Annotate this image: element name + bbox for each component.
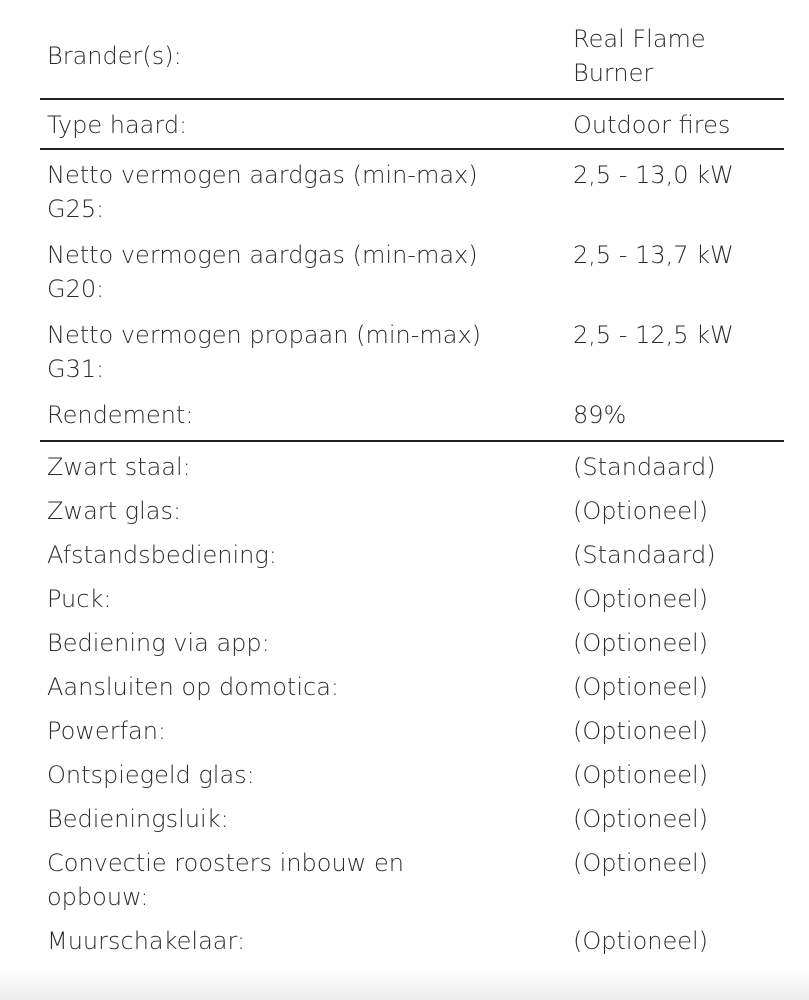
spec-label: Muurschakelaar:	[47, 927, 246, 955]
spec-label-line: Netto vermogen aardgas (min-max)	[47, 161, 478, 189]
spec-row-accessory	[40, 714, 784, 758]
spec-row-accessory	[40, 538, 784, 582]
bottom-fade	[0, 970, 809, 1000]
spec-row-accessory	[40, 494, 784, 538]
spec-label	[40, 318, 573, 398]
spec-row-convectie	[40, 846, 784, 924]
spec-value: (Optioneel)	[573, 717, 709, 745]
spec-value-line: Burner	[573, 59, 654, 87]
spec-row-accessory	[40, 802, 784, 846]
spec-row-accessory	[40, 626, 784, 670]
spec-label: Bedieningsluik:	[47, 805, 229, 833]
spec-label-line: Convectie roosters inbouw en	[47, 849, 404, 877]
spec-row-accessory	[40, 670, 784, 714]
spec-value: (Optioneel)	[573, 849, 709, 877]
spec-label: Brander(s):	[40, 22, 573, 99]
spec-label-line: opbouw:	[47, 883, 149, 911]
spec-value: Outdoor fires	[573, 99, 784, 149]
spec-label: Puck:	[47, 585, 112, 613]
spec-label: Rendement:	[40, 398, 573, 441]
spec-label-line: Netto vermogen propaan (min-max)	[47, 321, 482, 349]
spec-value: (Optioneel)	[573, 927, 709, 955]
spec-value-line: Real Flame	[573, 25, 706, 53]
spec-label: Powerfan:	[47, 717, 167, 745]
spec-value: 2,5 - 13,0 kW	[573, 161, 734, 189]
spec-row-accessory	[40, 441, 784, 494]
spec-label: Afstandsbediening:	[47, 541, 277, 569]
spec-label	[40, 149, 573, 238]
spec-row-accessory	[40, 758, 784, 802]
spec-value: (Optioneel)	[573, 585, 709, 613]
specs-table	[40, 22, 784, 968]
spec-row-accessory	[40, 582, 784, 626]
spec-label: Bediening via app:	[47, 629, 270, 657]
spec-label: Aansluiten op domotica:	[47, 673, 339, 701]
spec-label	[40, 238, 573, 318]
spec-row-g25	[40, 149, 784, 238]
spec-row-rendement	[40, 398, 784, 441]
spec-row-type-haard	[40, 99, 784, 149]
spec-value: (Optioneel)	[573, 673, 709, 701]
spec-value: (Optioneel)	[573, 805, 709, 833]
spec-row-muurschakelaar	[40, 924, 784, 968]
spec-value: (Optioneel)	[573, 497, 709, 525]
spec-value: 2,5 - 13,7 kW	[573, 241, 734, 269]
spec-label-line: G25:	[47, 195, 105, 223]
spec-row-g20	[40, 238, 784, 318]
spec-label-line: Netto vermogen aardgas (min-max)	[47, 241, 478, 269]
spec-label: Zwart glas:	[47, 497, 182, 525]
spec-value: (Optioneel)	[573, 629, 709, 657]
spec-row-g31	[40, 318, 784, 398]
spec-label: Type haard:	[40, 99, 573, 149]
spec-value	[573, 22, 784, 99]
spec-value: (Standaard)	[573, 453, 716, 481]
spec-value: 2,5 - 12,5 kW	[573, 321, 734, 349]
spec-label-line: G31:	[47, 355, 105, 383]
spec-value: (Optioneel)	[573, 761, 709, 789]
spec-label: Ontspiegeld glas:	[47, 761, 255, 789]
spec-label: Zwart staal:	[47, 453, 191, 481]
spec-value: (Standaard)	[573, 541, 716, 569]
spec-label-line: G20:	[47, 275, 105, 303]
spec-value: 89%	[573, 398, 784, 441]
spec-row-brander	[40, 22, 784, 99]
spec-label	[40, 846, 573, 924]
